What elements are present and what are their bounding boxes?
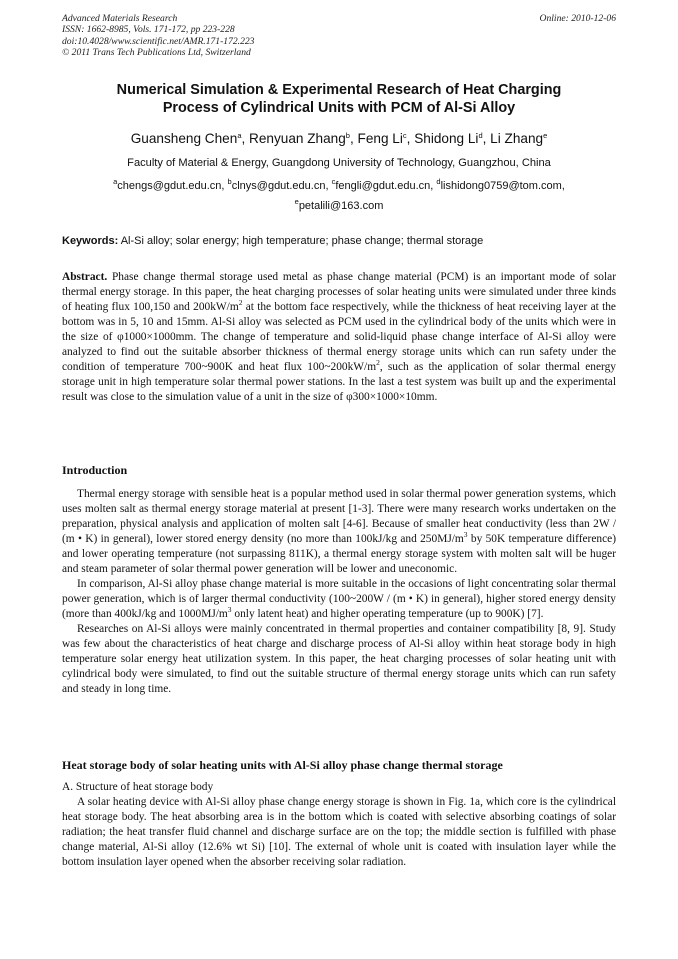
- paragraph: A solar heating device with Al-Si alloy phase change energy storage is shown in Fig. 1a, which core is the cylindrical heat storage body. The heat absorbing area is in the bottom which is coated with selective absorbing coatings of solar radiation; the heat transfer fluid channel and discharge surface are on the top; the middle section is fulfilled with phase change material, Al-Si alloy (12.6% wt Si) [10]. The external of whole unit is coated with insulation layer while the bottom insulation layer opened when the absorber receiving solar radiation.: [62, 796, 616, 868]
- author-mark: e: [543, 131, 548, 140]
- paragraph: [62, 577, 616, 622]
- journal-name: Advanced Materials Research: [62, 13, 178, 24]
- paper-title: [62, 82, 616, 117]
- author: Renyuan Zhang: [249, 131, 346, 146]
- email-list: [62, 176, 616, 216]
- heat-storage-body: [62, 780, 616, 870]
- email-line-1: [62, 176, 616, 196]
- superscript: 2: [376, 358, 380, 367]
- online-date: Online: 2010-12-06: [539, 13, 616, 24]
- author-list: Guansheng Chen$^a$, Renyuan Zhang$^b$, Feng Li$^c$, Shidong Li$^d$, Li Zhang$^e$: [130, 131, 548, 146]
- superscript: 3: [227, 605, 232, 614]
- email-line-2: [62, 196, 616, 216]
- paragraph: [62, 487, 616, 577]
- section-heading-introduction: Introduction: [62, 463, 128, 477]
- paragraph-text: by 50K temperature difference) and lower operating temperature (not surpassing 811K), a thermal energy storage system with molten salt will be huger and steam parameter of solar thermal power generation will be lower and uneconomic.: [62, 533, 616, 575]
- email-address[interactable]: lishidong0759@tom.com,: [440, 180, 565, 192]
- abstract-text: , such as the application of solar thermal energy storage unit in high temperature solar thermal power stations. In the last a test system was built up and the experimental result was close to the simulation value of a unit in the size of φ300×1000×10mm.: [62, 361, 616, 403]
- journal-header: [62, 13, 254, 59]
- email-mark: b: [227, 177, 232, 186]
- keywords-text: Al-Si alloy; solar energy; high temperature; phase change; thermal storage: [120, 235, 484, 247]
- author: Guansheng Chen: [130, 131, 238, 146]
- subsection-heading: A. Structure of heat storage body: [62, 781, 214, 793]
- abstract-label: Abstract.: [62, 271, 108, 283]
- email-mark: d: [436, 177, 441, 186]
- title-line-2: Process of Cylindrical Units with PCM of Al-Si Alloy: [162, 99, 516, 116]
- author: Li Zhang: [490, 131, 544, 146]
- superscript: 3: [463, 530, 468, 539]
- copyright-line: © 2011 Trans Tech Publications Ltd, Switzerland: [62, 47, 251, 59]
- abstract-text: Phase change thermal storage used metal as phase change material (PCM) is an important mode of solar thermal energy storage. In this paper, the heat charging processes of solar heating units were simulated under three kinds of heating flux 100,150 and 200kW/m: [62, 271, 616, 313]
- author-mark: a: [237, 131, 242, 140]
- affiliation: Faculty of Material & Energy, Guangdong University of Technology, Guangzhou, China: [127, 157, 551, 169]
- email-address[interactable]: petalili@163.com: [298, 200, 384, 212]
- author-mark: b: [345, 131, 350, 140]
- keywords-label: Keywords:: [62, 235, 119, 247]
- title-line-1: Numerical Simulation & Experimental Research of Heat Charging: [116, 82, 562, 98]
- paragraph-text: Thermal energy storage with sensible heat is a popular method used in solar thermal power generation systems, which uses molten salt as thermal energy storage material at present [1-3]. There were many research works undertaken on the preparation, physical analysis and application of molten salt [4-6]. Because of smaller heat conductivity (less than 2W / (m • K) in general), lower stored energy density (no more than 100kJ/kg and 250MJ/m: [62, 488, 616, 545]
- email-mark: e: [294, 197, 299, 206]
- author: Feng Li: [357, 131, 403, 146]
- abstract: [62, 270, 616, 405]
- abstract-text: at the bottom face respectively, while the thickness of heat receiving layer at the bottom was in 5, 10 and 15mm. Al-Si alloy was selected as PCM used in the cylindrical body of the units which were in the size of φ1000×1000mm. The change of temperature and solid-liquid phase change interface of Al-Si alloy were analyzed to find out the suitable absorber thickness of thermal energy storage units which can run safety under the condition of temperature 700~900K and heat flux 100~200kW/m: [62, 301, 616, 373]
- email-address[interactable]: clnys@gdut.edu.cn,: [231, 180, 329, 192]
- section-heading-heat-storage: Heat storage body of solar heating units with Al-Si alloy phase change thermal storage: [62, 758, 503, 772]
- paragraph: Researches on Al-Si alloys were mainly concentrated in thermal properties and container compatibility [8, 9]. Study was few about the characteristics of heat charge and discharge process of Al-Si alloy within heat storage body in high temperature solar energy heat utilization system. In this paper, the heat charging processes of solar heating unit with cylindrical body were simulated, to find out the suitable structure of thermal energy storage units which can run safety and steady in long time.: [62, 623, 616, 695]
- issn-line: ISSN: 1662-8985, Vols. 171-172, pp 223-228: [62, 24, 235, 36]
- author-mark: d: [478, 131, 483, 140]
- introduction-body: [62, 487, 616, 697]
- paragraph-text: In comparison, Al-Si alloy phase change material is more suitable in the occasions of light concentrating solar thermal power generation, which is of larger thermal conductivity (100~200W / (m • K) in general), higher stored energy density (more than 400kJ/kg and 1000MJ/m: [62, 578, 617, 620]
- author: Shidong Li: [414, 131, 479, 146]
- superscript: 2: [238, 298, 243, 307]
- email-mark: a: [113, 177, 118, 186]
- author-mark: c: [402, 131, 407, 140]
- keywords: [62, 234, 616, 248]
- email-mark: c: [331, 177, 336, 186]
- email-address[interactable]: fengli@gdut.edu.cn,: [335, 180, 434, 192]
- abstract-paragraph: [62, 270, 616, 405]
- paragraph-text: only latent heat) and higher operating temperature (up to 900K) [7].: [231, 608, 544, 620]
- email-address[interactable]: chengs@gdut.edu.cn,: [117, 180, 225, 192]
- doi-line: doi:10.4028/www.scientific.net/AMR.171-172.223: [62, 35, 255, 47]
